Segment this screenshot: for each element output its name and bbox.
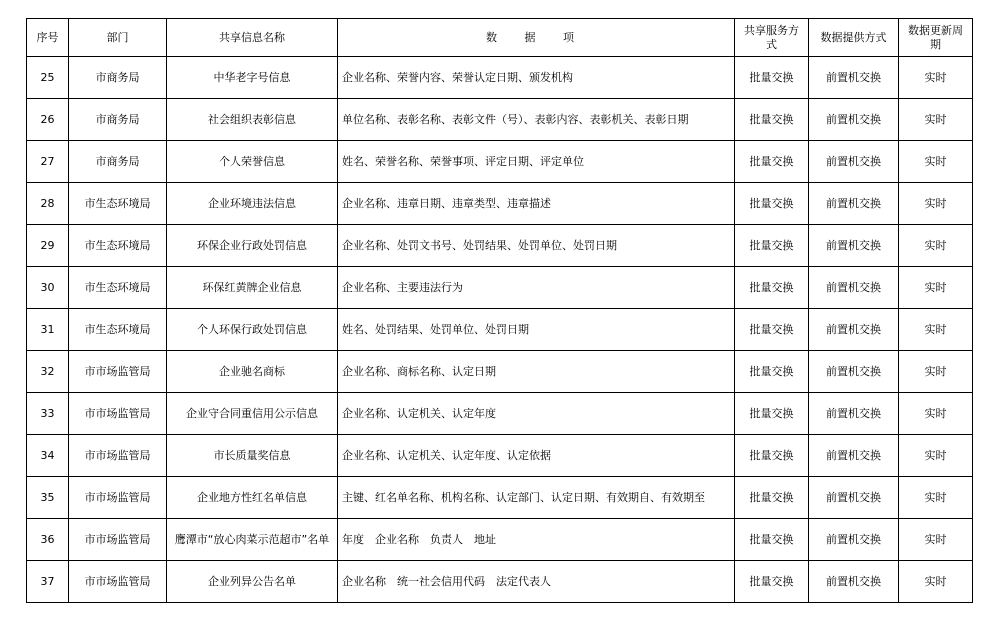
- cell-provide-method: 前置机交换: [809, 435, 899, 477]
- cell-dept: 市生态环境局: [69, 225, 167, 267]
- cell-share-method: 批量交换: [735, 351, 809, 393]
- cell-data-items: 企业名称、主要违法行为: [338, 267, 735, 309]
- cell-seq: 34: [27, 435, 69, 477]
- cell-share-method: 批量交换: [735, 267, 809, 309]
- cell-seq: 27: [27, 141, 69, 183]
- cell-data-items: 年度 企业名称 负责人 地址: [338, 519, 735, 561]
- cell-share-method: 批量交换: [735, 435, 809, 477]
- table-row: [27, 435, 973, 477]
- cell-seq: 26: [27, 99, 69, 141]
- cell-seq: 37: [27, 561, 69, 603]
- cell-update-cycle: 实时: [899, 477, 973, 519]
- cell-seq: 29: [27, 225, 69, 267]
- header-seq: 序号: [27, 19, 69, 57]
- cell-data-items: 主键、红名单名称、机构名称、认定部门、认定日期、有效期自、有效期至: [338, 477, 735, 519]
- cell-dept: 市生态环境局: [69, 309, 167, 351]
- cell-provide-method: 前置机交换: [809, 141, 899, 183]
- table-row: [27, 141, 973, 183]
- cell-dept: 市商务局: [69, 141, 167, 183]
- cell-info-name: 企业驰名商标: [167, 351, 338, 393]
- cell-update-cycle: 实时: [899, 225, 973, 267]
- header-row: [27, 19, 973, 57]
- cell-provide-method: 前置机交换: [809, 477, 899, 519]
- cell-data-items: 姓名、处罚结果、处罚单位、处罚日期: [338, 309, 735, 351]
- cell-data-items: 企业名称、违章日期、违章类型、违章描述: [338, 183, 735, 225]
- cell-info-name: 企业守合同重信用公示信息: [167, 393, 338, 435]
- cell-share-method: 批量交换: [735, 477, 809, 519]
- cell-data-items: 姓名、荣誉名称、荣誉事项、评定日期、评定单位: [338, 141, 735, 183]
- cell-share-method: 批量交换: [735, 141, 809, 183]
- table-row: [27, 351, 973, 393]
- cell-update-cycle: 实时: [899, 393, 973, 435]
- cell-update-cycle: 实时: [899, 309, 973, 351]
- cell-update-cycle: 实时: [899, 435, 973, 477]
- shared-info-table: [26, 18, 973, 603]
- table-row: [27, 519, 973, 561]
- cell-share-method: 批量交换: [735, 393, 809, 435]
- table-row: [27, 225, 973, 267]
- cell-share-method: 批量交换: [735, 99, 809, 141]
- cell-info-name: 社会组织表彰信息: [167, 99, 338, 141]
- cell-share-method: 批量交换: [735, 519, 809, 561]
- cell-update-cycle: 实时: [899, 267, 973, 309]
- cell-provide-method: 前置机交换: [809, 309, 899, 351]
- cell-seq: 31: [27, 309, 69, 351]
- cell-dept: 市市场监管局: [69, 561, 167, 603]
- cell-update-cycle: 实时: [899, 351, 973, 393]
- cell-provide-method: 前置机交换: [809, 57, 899, 99]
- cell-dept: 市生态环境局: [69, 267, 167, 309]
- cell-dept: 市市场监管局: [69, 435, 167, 477]
- cell-data-items: 企业名称、处罚文书号、处罚结果、处罚单位、处罚日期: [338, 225, 735, 267]
- cell-provide-method: 前置机交换: [809, 225, 899, 267]
- cell-dept: 市商务局: [69, 57, 167, 99]
- header-provide-method: 数据提供方式: [809, 19, 899, 57]
- cell-dept: 市生态环境局: [69, 183, 167, 225]
- cell-share-method: 批量交换: [735, 225, 809, 267]
- cell-seq: 36: [27, 519, 69, 561]
- table-row: [27, 267, 973, 309]
- cell-data-items: 企业名称 统一社会信用代码 法定代表人: [338, 561, 735, 603]
- cell-provide-method: 前置机交换: [809, 393, 899, 435]
- cell-dept: 市商务局: [69, 99, 167, 141]
- cell-info-name: 个人荣誉信息: [167, 141, 338, 183]
- table-row: [27, 183, 973, 225]
- table-row: [27, 477, 973, 519]
- table-row: [27, 561, 973, 603]
- header-data-items: 数 据 项: [338, 19, 735, 57]
- table-row: [27, 57, 973, 99]
- cell-update-cycle: 实时: [899, 141, 973, 183]
- cell-seq: 28: [27, 183, 69, 225]
- cell-update-cycle: 实时: [899, 99, 973, 141]
- cell-info-name: 个人环保行政处罚信息: [167, 309, 338, 351]
- cell-info-name: 企业列异公告名单: [167, 561, 338, 603]
- cell-seq: 32: [27, 351, 69, 393]
- cell-info-name: 市长质量奖信息: [167, 435, 338, 477]
- cell-update-cycle: 实时: [899, 519, 973, 561]
- cell-dept: 市市场监管局: [69, 393, 167, 435]
- header-update-cycle: 数据更新周期: [899, 19, 973, 57]
- cell-info-name: 企业地方性红名单信息: [167, 477, 338, 519]
- cell-provide-method: 前置机交换: [809, 99, 899, 141]
- cell-data-items: 企业名称、认定机关、认定年度: [338, 393, 735, 435]
- cell-info-name: 鹰潭市“放心肉菜示范超市”名单: [167, 519, 338, 561]
- cell-provide-method: 前置机交换: [809, 561, 899, 603]
- cell-dept: 市市场监管局: [69, 477, 167, 519]
- cell-provide-method: 前置机交换: [809, 183, 899, 225]
- cell-share-method: 批量交换: [735, 183, 809, 225]
- header-info-name: 共享信息名称: [167, 19, 338, 57]
- cell-seq: 30: [27, 267, 69, 309]
- cell-provide-method: 前置机交换: [809, 267, 899, 309]
- header-dept: 部门: [69, 19, 167, 57]
- cell-share-method: 批量交换: [735, 561, 809, 603]
- header-share-method: 共享服务方式: [735, 19, 809, 57]
- cell-dept: 市市场监管局: [69, 519, 167, 561]
- cell-update-cycle: 实时: [899, 561, 973, 603]
- cell-data-items: 企业名称、荣誉内容、荣誉认定日期、颁发机构: [338, 57, 735, 99]
- cell-seq: 33: [27, 393, 69, 435]
- cell-provide-method: 前置机交换: [809, 519, 899, 561]
- cell-seq: 35: [27, 477, 69, 519]
- cell-info-name: 环保企业行政处罚信息: [167, 225, 338, 267]
- cell-update-cycle: 实时: [899, 183, 973, 225]
- table-row: [27, 309, 973, 351]
- cell-data-items: 企业名称、商标名称、认定日期: [338, 351, 735, 393]
- cell-provide-method: 前置机交换: [809, 351, 899, 393]
- cell-seq: 25: [27, 57, 69, 99]
- table-row: [27, 393, 973, 435]
- table-row: [27, 99, 973, 141]
- cell-data-items: 企业名称、认定机关、认定年度、认定依据: [338, 435, 735, 477]
- cell-share-method: 批量交换: [735, 57, 809, 99]
- cell-info-name: 企业环境违法信息: [167, 183, 338, 225]
- cell-info-name: 环保红黄牌企业信息: [167, 267, 338, 309]
- cell-update-cycle: 实时: [899, 57, 973, 99]
- cell-data-items: 单位名称、表彰名称、表彰文件（号）、表彰内容、表彰机关、表彰日期: [338, 99, 735, 141]
- cell-dept: 市市场监管局: [69, 351, 167, 393]
- cell-info-name: 中华老字号信息: [167, 57, 338, 99]
- cell-share-method: 批量交换: [735, 309, 809, 351]
